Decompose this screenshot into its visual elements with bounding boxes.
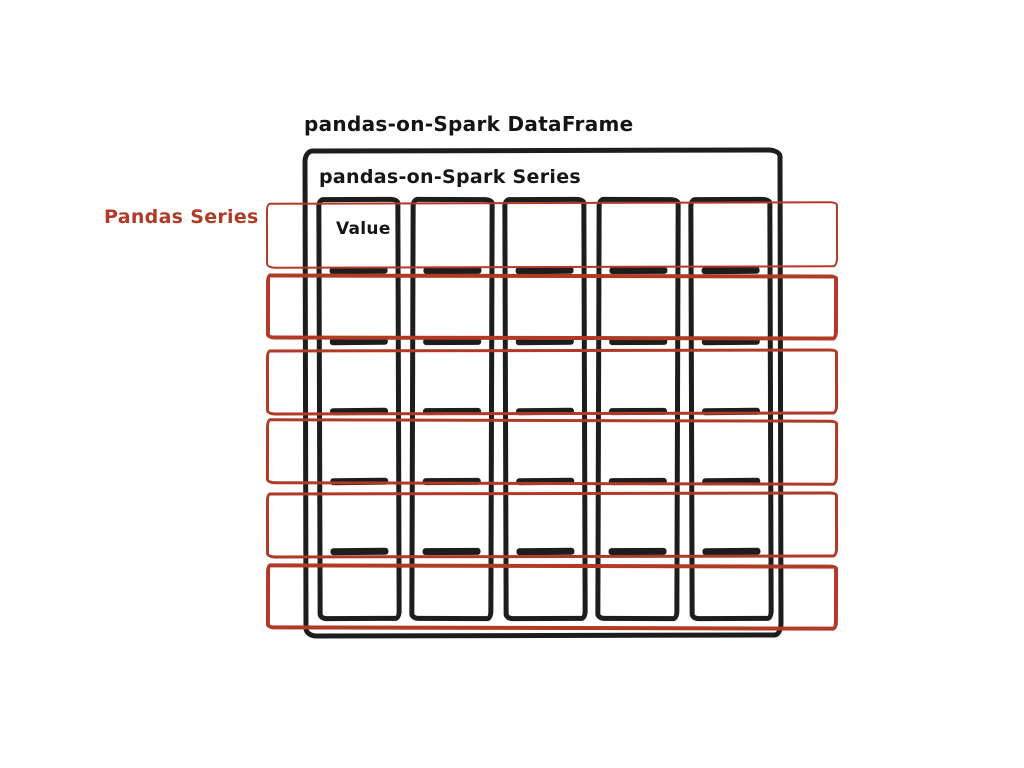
cell-separator (423, 548, 481, 555)
cell-separator (702, 548, 760, 556)
pandas-series-label: Pandas Series (104, 206, 259, 228)
cell-separator (702, 478, 760, 486)
cell-separator (702, 267, 760, 275)
cell-separator (609, 338, 667, 345)
dataframe-title-label: pandas-on-Spark DataFrame (304, 112, 634, 136)
cell-separator (423, 408, 481, 415)
cell-separator (516, 267, 574, 275)
cell-separator (609, 267, 667, 274)
cell-separator (423, 338, 481, 345)
cell-separator (516, 408, 574, 416)
spark-series-label: pandas-on-Spark Series (319, 166, 582, 188)
spark-series-column (316, 197, 401, 621)
cell-separator (516, 478, 574, 486)
cell-separator (609, 408, 667, 415)
cell-separator (423, 267, 481, 274)
cell-separator (423, 478, 481, 485)
cell-separator (330, 267, 388, 275)
cell-separator (609, 548, 667, 555)
spark-series-column (409, 197, 494, 621)
spark-series-column (688, 197, 773, 621)
cell-separator (702, 408, 760, 416)
cell-separator (330, 338, 388, 346)
cell-separator (609, 478, 667, 485)
spark-series-column (595, 197, 680, 621)
cell-separator (516, 338, 574, 346)
cell-separator (330, 478, 388, 486)
cell-separator (516, 548, 574, 556)
cell-separator (702, 338, 760, 346)
cell-separator (330, 548, 388, 556)
spark-series-column (502, 197, 587, 621)
cell-value-label: Value (336, 219, 391, 239)
cell-separator (330, 408, 388, 416)
